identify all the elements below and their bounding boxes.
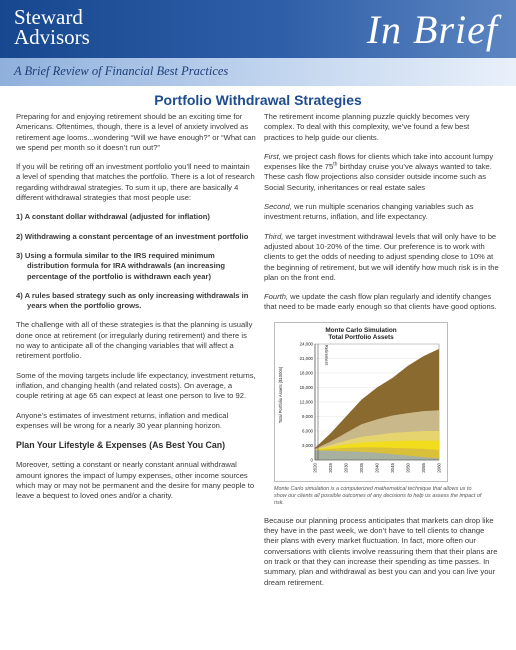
- list-item: 2) Withdrawing a constant percentage of an investment portfolio: [16, 231, 249, 241]
- y-tick-label: 3,000: [302, 442, 313, 448]
- strategy-list: [16, 212, 256, 311]
- x-tick-label: 2030: [343, 462, 349, 473]
- tagline: A Brief Review of Financial Best Practices: [14, 64, 229, 78]
- paragraph-text: we project cash flows for clients which take into account lumpy expenses like the 75: [264, 151, 494, 172]
- paragraph: [264, 232, 500, 283]
- article-title: Portfolio Withdrawal Strategies: [154, 92, 362, 108]
- lead-word: Fourth,: [264, 292, 289, 302]
- paragraph: Some of the moving targets include life expectancy, investment returns, inflation, and changing health (and related costs). On average, a couple retiring at age 65 can expect at least one person to live to 92.: [16, 370, 256, 401]
- chart-subtitle: Total Portfolio Assets: [328, 333, 394, 341]
- y-tick-label: 12,000: [299, 399, 313, 405]
- x-tick-label: 2020: [312, 462, 318, 473]
- paragraph-text: we target investment withdrawal levels that will only have to be adjusted about 10-20% of the time. Our preference is to work with clients to get the odds of needing to adjust spending close to 10% at the beginning of retirement, but we will identify how much risk is in the plan on the front end.: [264, 231, 499, 282]
- masthead: [0, 0, 516, 58]
- right-column: [264, 112, 500, 597]
- x-tick-label: 2040: [374, 462, 380, 473]
- list-item: 4) A rules based strategy such as only increasing withdrawals in years when the portfolio grows.: [16, 290, 249, 311]
- chart-caption: Monte Carlo simulation is a computerized mathematical technique that allows us to show our clients all possible outcomes of any decisions to help us assess the impact of risk.: [274, 485, 482, 506]
- monte-carlo-chart: [274, 322, 448, 482]
- brand-line-2: Advisors: [14, 25, 90, 49]
- lead-word: Third,: [264, 231, 284, 241]
- y-axis-label: Total Portfolio Assets ($1000s): [278, 366, 283, 424]
- y-tick-label: 24,000: [299, 341, 313, 347]
- paragraph: Because our planning process anticipates that markets can drop like they have in the past week, we don’t have to tell clients to change their plans with every market fluctuation. In fact, more often our conversations with clients involve reassuring them that their plans are on track or that they can increase their spending as time passes. In summary, plan and withdrawal as best you can and you can live your dream retirement.: [264, 515, 498, 587]
- y-tick-label: 21,000: [299, 355, 313, 361]
- y-tick-label: 0: [310, 457, 313, 463]
- section-heading: Plan Your Lifestyle & Expenses (As Best You Can): [16, 440, 226, 451]
- paragraph: Moreover, setting a constant or nearly constant annual withdrawal amount ignores the impact of lumpy expenses, other income sources which may or may not be permanent and the desire for many people to leave a bequest to loved ones and/or a charity.: [16, 460, 255, 501]
- x-tick-label: 2050: [405, 462, 411, 473]
- lead-word: First,: [264, 151, 281, 161]
- left-column: [16, 112, 256, 511]
- paragraph: Preparing for and enjoying retirement should be an exciting time for Americans. Oftentimes, though, there is a level of anxiety involved as retirement age looms...wondering “Will we have enough?” or “What can we spend per month so it doesn’t run out?”: [16, 112, 256, 152]
- superscript: th: [333, 161, 338, 168]
- x-tick-label: 2055: [421, 462, 427, 473]
- paragraph: If you will be retiring off an investment portfolio you’ll need to maintain a level of spending that matches the portfolio. There is a lot of research regarding withdrawal strategies. To sum it up, there are basically 4 different withdrawal strategies that most people use:: [16, 162, 255, 203]
- y-tick-label: 9,000: [302, 413, 313, 419]
- x-tick-label: 2045: [390, 462, 396, 473]
- paragraph: The challenge with all of these strategies is that the planning is usually done once at retirement (or irregularly during retirement) and there is no way to anticipate all of the changing variables that will affect a retirement portfolio.: [16, 320, 253, 361]
- chart-svg: [275, 323, 447, 481]
- paragraph: The retirement income planning puzzle quickly becomes very complex. To deal with this complexity, we’ve found a few best practices to help guide our clients.: [264, 112, 470, 142]
- x-tick-label: 2025: [328, 462, 334, 473]
- paragraph: [264, 152, 500, 193]
- tagline-banner: [0, 58, 516, 86]
- chart-title: Monte Carlo Simulation: [325, 326, 397, 334]
- paragraph-text: we update the cash flow plan regularly and identify changes that need to be made early enough so that clients have good options.: [264, 292, 497, 312]
- paragraph: [264, 202, 500, 223]
- brand-line-1: Steward: [14, 5, 83, 29]
- y-tick-label: 6,000: [302, 428, 313, 434]
- newsletter-title: In Brief: [366, 7, 498, 52]
- x-tick-label: 2060: [436, 462, 442, 473]
- brand-logo: [14, 7, 90, 47]
- paragraph: Anyone’s estimates of investment returns, inflation and medical expenses will be wrong for a nearly 30 year planning horizon.: [16, 410, 229, 430]
- lead-word: Second,: [264, 202, 292, 212]
- x-tick-label: 2035: [359, 462, 365, 473]
- y-tick-label: 18,000: [299, 370, 313, 376]
- paragraph-text: we run multiple scenarios changing variables such as investment returns, inflation, and life expectancy.: [264, 202, 474, 222]
- y-tick-label: 15,000: [299, 384, 313, 390]
- retirement-annotation: Retirement: [324, 344, 329, 365]
- list-item: 3) Using a formula similar to the IRS required minimum distribution formula for IRA withdrawals (an increasing percentage of the portfolio is withdrawn each year): [16, 250, 226, 281]
- list-item: 1) A constant dollar withdrawal (adjusted for inflation): [16, 212, 210, 222]
- paragraph: [264, 292, 500, 313]
- paragraph-text: birthday cruise you’ve always wanted to take. These cash flow projections also consider outside income such as Social Security, inheritances or real estate sales: [264, 162, 492, 192]
